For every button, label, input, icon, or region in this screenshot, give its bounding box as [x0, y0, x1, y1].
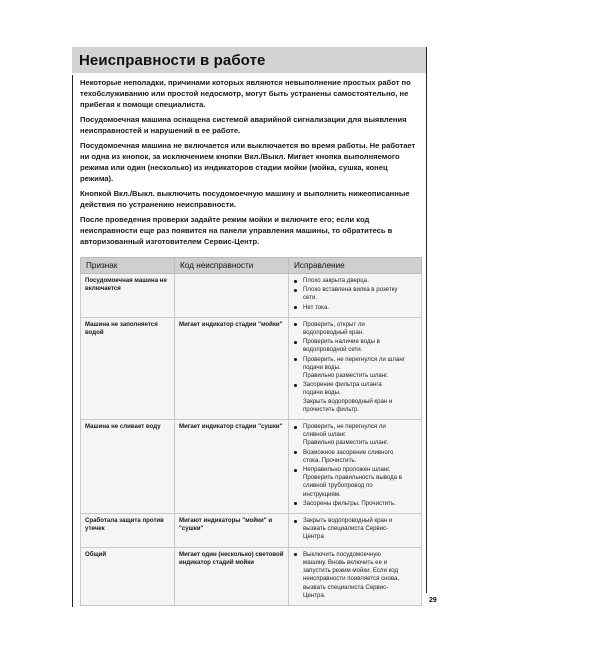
fix-text: Проверить, не перегнулся ли [303, 423, 386, 431]
fix-cell [289, 274, 422, 318]
fix-text: Нет тока. [303, 303, 330, 311]
fix-text: прочистить фильтр. [303, 405, 359, 413]
intro-paragraph: После проведения проверки задайте режим мойки и включите его; если код неисправности еще раз появится на панели управления машины, то обратитесь в авторизованный изготовителем Сервис-Центр. [80, 215, 393, 246]
fix-cell [289, 514, 422, 548]
fix-list [293, 517, 418, 542]
code-cell: Мигает один (несколько) световой индикатор стадий мойки [175, 547, 289, 605]
fix-text: запустить режим мойки. Если код [303, 567, 399, 575]
fix-list [293, 423, 418, 508]
intro-paragraph: Посудомоечная машина оснащена системой аварийной сигнализации для выявления неисправностей и нарушений в ее работе. [80, 115, 407, 135]
table-row [81, 420, 422, 514]
fix-text: Правильно разместить шланг. [303, 439, 389, 447]
column-header-fix: Исправление [289, 258, 422, 274]
intro-paragraph: Посудомоечная машина не включается или выключается во время работы. Не работает ни одна из кнопок, за исключением кнопки Вкл./Выкл. Мигает кнопка выполняемого режима или один (несколько) из индикаторов стадии мойки (мойка, сушка, конец режима). [80, 141, 416, 183]
fix-item [293, 286, 418, 302]
fix-text: Проверить, не перегнулся ли шланг [303, 355, 405, 363]
column-header-symptom: Признак [81, 258, 175, 274]
fix-item [293, 466, 418, 499]
code-cell [175, 274, 289, 318]
left-margin-rule [72, 75, 73, 607]
fix-text: Выключить посудомоечную [303, 550, 381, 558]
code-cell: Мигают индикаторы "мойки" и "сушки" [175, 514, 289, 548]
fix-text: водопроводной сети. [303, 346, 363, 354]
fix-text: Проверить, открыт ли [303, 320, 365, 328]
fix-item [293, 338, 418, 354]
table-row [81, 547, 422, 605]
fix-item [293, 321, 418, 337]
fix-text: Засорение фильтра шланга [303, 381, 382, 389]
bullet-icon [294, 323, 297, 326]
fix-text: вызвать специалиста Сервис- [303, 525, 389, 533]
fix-text: сети. [303, 294, 318, 302]
fix-text: Закрыть водопроводный кран и [303, 517, 393, 525]
fix-text: подачи воды. [303, 363, 341, 371]
right-margin-rule [426, 47, 427, 593]
bullet-icon [294, 426, 297, 429]
fix-item [293, 551, 418, 600]
fix-text: Проверить наличие воды в [303, 338, 380, 346]
fix-text: инструкциям. [303, 490, 341, 498]
symptom-cell: Сработала защита против утечек [81, 514, 175, 548]
fix-cell [289, 547, 422, 605]
symptom-cell: Посудомоечная машина не включается [81, 274, 175, 318]
column-header-code: Код неисправности [175, 258, 289, 274]
bullet-icon [294, 451, 297, 454]
fix-text: Возможное засорение сливного [303, 448, 394, 456]
fix-text: сливной трубопровод по [303, 482, 373, 490]
table-row [81, 514, 422, 548]
fix-text: стока. Прочистить. [303, 456, 357, 464]
fix-item [293, 277, 418, 285]
fix-text: Центра [303, 533, 324, 541]
fix-item [293, 356, 418, 381]
fix-cell [289, 317, 422, 419]
section-header [72, 47, 426, 73]
fault-table [80, 257, 422, 606]
fix-text: Правильно разместить шланг. [303, 372, 389, 380]
intro-text [80, 77, 418, 251]
fix-text: машину. Вновь включить ее и [303, 558, 388, 566]
bullet-icon [294, 520, 297, 523]
fix-item [293, 500, 418, 508]
bullet-icon [294, 469, 297, 472]
fix-text: водопроводный кран. [303, 329, 364, 337]
table-row [81, 317, 422, 419]
fix-text: Засорены фильтры. Прочистить. [303, 499, 396, 507]
fix-cell [289, 420, 422, 514]
bullet-icon [294, 280, 297, 283]
bullet-icon [294, 502, 297, 505]
bullet-icon [294, 306, 297, 309]
page-number: 29 [429, 597, 437, 604]
bullet-icon [294, 289, 297, 292]
fix-text: Плохо закрыта дверца. [303, 277, 369, 284]
table-header-row [81, 258, 422, 274]
fix-text: сливной шланг. [303, 431, 347, 439]
bullet-icon [294, 341, 297, 344]
fix-text: неисправности появляется снова, [303, 575, 400, 583]
fix-text: Центра. [303, 591, 326, 599]
bullet-icon [294, 384, 297, 387]
fix-list [293, 277, 418, 312]
page-title: Неисправности в работе [79, 51, 266, 69]
fix-list [293, 551, 418, 600]
symptom-cell: Общий [81, 547, 175, 605]
intro-paragraph: Кнопкой Вкл./Выкл. выключить посудомоечную машину и выполнить нижеописанные действия по устранению неисправности. [80, 189, 410, 209]
bullet-icon [294, 358, 297, 361]
fix-text: вызвать специалиста Сервис- [303, 583, 389, 591]
symptom-cell: Машина не заполняется водой [81, 317, 175, 419]
fix-text: подачи воды. [303, 389, 341, 397]
fix-item [293, 517, 418, 542]
table-row [81, 274, 422, 318]
fix-text: Проверить правильность вывода в [303, 474, 402, 482]
fix-list [293, 321, 418, 414]
bullet-icon [294, 553, 297, 556]
fix-text: Неправильно проложен шланг. [303, 466, 391, 474]
fix-item [293, 449, 418, 465]
fix-text: Плохо вставлена вилка в розетку [303, 286, 398, 294]
intro-paragraph: Некоторые неполадки, причинами которых являются невыполнение простых работ по техобслуживанию или простой недосмотр, могут быть устранены самостоятельно, не прибегая к помощи специалиста. [80, 78, 411, 109]
fix-item [293, 381, 418, 414]
symptom-cell: Машина не сливает воду [81, 420, 175, 514]
fix-text: Закрыть водопроводный кран и [303, 397, 393, 405]
code-cell: Мигает индикатор стадии "мойки" [175, 317, 289, 419]
fix-item [293, 423, 418, 448]
code-cell: Мигает индикатор стадии "сушки" [175, 420, 289, 514]
fix-item [293, 304, 418, 312]
